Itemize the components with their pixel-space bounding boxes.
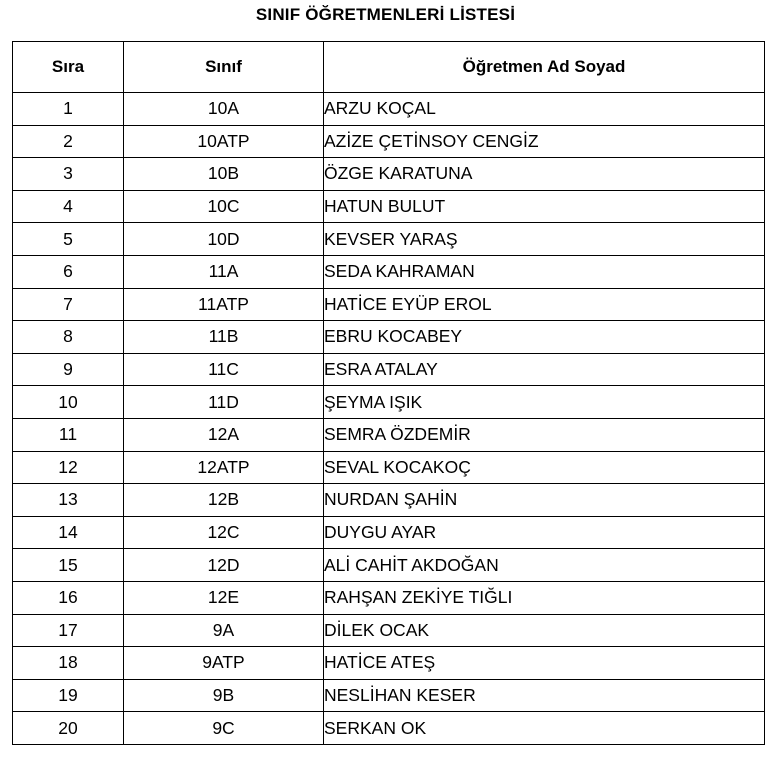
class-name-cell: 12E: [124, 581, 324, 614]
teacher-name-cell: KEVSER YARAŞ: [324, 223, 765, 256]
row-number-cell: 15: [13, 549, 124, 582]
table-row: [13, 125, 765, 158]
teacher-name-cell: DİLEK OCAK: [324, 614, 765, 647]
column-header-sinif: Sınıf: [124, 42, 324, 93]
table-row: [13, 418, 765, 451]
row-number-cell: 20: [13, 712, 124, 745]
row-number-cell: 3: [13, 158, 124, 191]
teacher-name-cell: SEVAL KOCAKOÇ: [324, 451, 765, 484]
row-number-cell: 6: [13, 255, 124, 288]
class-name-cell: 9ATP: [124, 647, 324, 680]
teacher-name-cell: ESRA ATALAY: [324, 353, 765, 386]
teacher-name-cell: HATUN BULUT: [324, 190, 765, 223]
column-header-ogretmen: Öğretmen Ad Soyad: [324, 42, 765, 93]
class-name-cell: 9C: [124, 712, 324, 745]
table-row: [13, 712, 765, 745]
row-number-cell: 11: [13, 418, 124, 451]
teacher-name-cell: RAHŞAN ZEKİYE TIĞLI: [324, 581, 765, 614]
teacher-name-cell: SEMRA ÖZDEMİR: [324, 418, 765, 451]
table-body: [13, 93, 765, 745]
table-row: [13, 321, 765, 354]
table-row: [13, 353, 765, 386]
table-row: [13, 386, 765, 419]
teacher-name-cell: EBRU KOCABEY: [324, 321, 765, 354]
class-name-cell: 9B: [124, 679, 324, 712]
table-row: [13, 93, 765, 126]
row-number-cell: 12: [13, 451, 124, 484]
row-number-cell: 19: [13, 679, 124, 712]
table-row: [13, 288, 765, 321]
table-row: [13, 158, 765, 191]
row-number-cell: 7: [13, 288, 124, 321]
table-row: [13, 190, 765, 223]
class-name-cell: 11D: [124, 386, 324, 419]
row-number-cell: 9: [13, 353, 124, 386]
class-name-cell: 10ATP: [124, 125, 324, 158]
row-number-cell: 17: [13, 614, 124, 647]
class-name-cell: 12C: [124, 516, 324, 549]
class-name-cell: 12D: [124, 549, 324, 582]
class-name-cell: 10D: [124, 223, 324, 256]
document-title: SINIF ÖĞRETMENLERİ LİSTESİ: [255, 5, 516, 24]
row-number-cell: 2: [13, 125, 124, 158]
row-number-cell: 8: [13, 321, 124, 354]
class-name-cell: 10B: [124, 158, 324, 191]
class-name-cell: 12B: [124, 484, 324, 517]
teacher-name-cell: HATİCE ATEŞ: [324, 647, 765, 680]
table-header: [13, 42, 765, 93]
row-number-cell: 16: [13, 581, 124, 614]
class-name-cell: 10A: [124, 93, 324, 126]
table-row: [13, 549, 765, 582]
class-name-cell: 11A: [124, 255, 324, 288]
row-number-cell: 18: [13, 647, 124, 680]
table-row: [13, 581, 765, 614]
teacher-name-cell: NURDAN ŞAHİN: [324, 484, 765, 517]
teacher-name-cell: ARZU KOÇAL: [324, 93, 765, 126]
teacher-name-cell: NESLİHAN KESER: [324, 679, 765, 712]
class-name-cell: 12ATP: [124, 451, 324, 484]
row-number-cell: 4: [13, 190, 124, 223]
table-row: [13, 255, 765, 288]
class-name-cell: 11C: [124, 353, 324, 386]
table-row: [13, 516, 765, 549]
teacher-name-cell: ŞEYMA IŞIK: [324, 386, 765, 419]
row-number-cell: 10: [13, 386, 124, 419]
teacher-name-cell: DUYGU AYAR: [324, 516, 765, 549]
teacher-name-cell: ALİ CAHİT AKDOĞAN: [324, 549, 765, 582]
column-header-sira: Sıra: [13, 42, 124, 93]
teacher-table: [12, 41, 765, 745]
row-number-cell: 5: [13, 223, 124, 256]
teacher-name-cell: AZİZE ÇETİNSOY CENGİZ: [324, 125, 765, 158]
row-number-cell: 1: [13, 93, 124, 126]
class-name-cell: 11B: [124, 321, 324, 354]
row-number-cell: 13: [13, 484, 124, 517]
teacher-name-cell: SEDA KAHRAMAN: [324, 255, 765, 288]
class-name-cell: 11ATP: [124, 288, 324, 321]
row-number-cell: 14: [13, 516, 124, 549]
table-row: [13, 451, 765, 484]
teacher-name-cell: ÖZGE KARATUNA: [324, 158, 765, 191]
table-row: [13, 614, 765, 647]
teacher-name-cell: SERKAN OK: [324, 712, 765, 745]
class-name-cell: 12A: [124, 418, 324, 451]
table-row: [13, 679, 765, 712]
table-row: [13, 223, 765, 256]
header-row: [13, 42, 765, 93]
table-row: [13, 484, 765, 517]
table-row: [13, 647, 765, 680]
class-name-cell: 10C: [124, 190, 324, 223]
class-name-cell: 9A: [124, 614, 324, 647]
teacher-name-cell: HATİCE EYÜP EROL: [324, 288, 765, 321]
